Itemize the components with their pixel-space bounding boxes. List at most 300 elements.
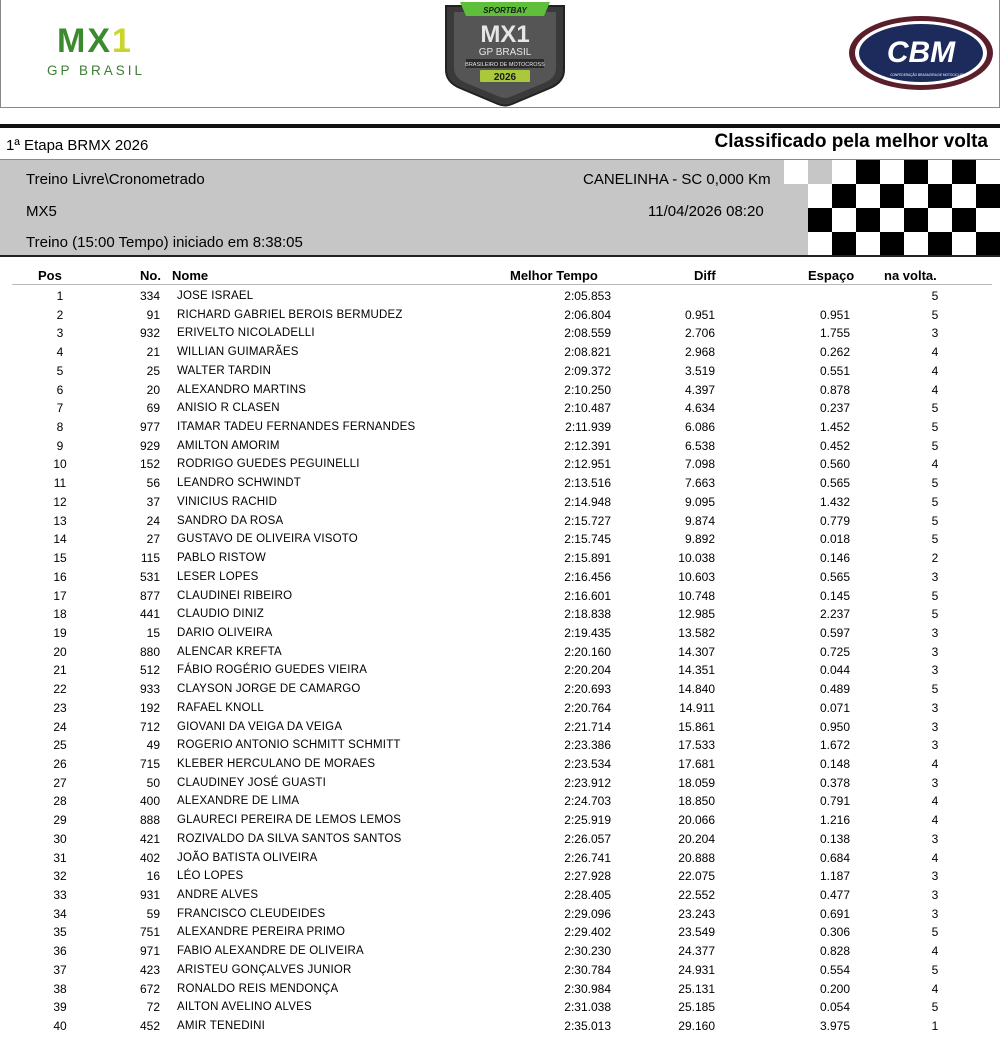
cell-espaco: 0.145 bbox=[819, 588, 850, 603]
cell-volta: 5 bbox=[931, 607, 939, 622]
cell-espaco: 0.725 bbox=[819, 644, 850, 659]
cell-nome: ITAMAR TADEU FERNANDES FERNANDES bbox=[177, 421, 416, 434]
cell-tempo: 2:20.160 bbox=[564, 644, 611, 659]
cell-espaco: 0.565 bbox=[819, 569, 850, 584]
table-row bbox=[0, 1000, 1000, 1019]
session-info-band bbox=[0, 159, 1000, 257]
cell-volta: 3 bbox=[931, 906, 939, 921]
table-row bbox=[0, 476, 1000, 495]
cell-espaco: 1.672 bbox=[819, 738, 850, 753]
cell-nome: PABLO RISTOW bbox=[177, 552, 266, 565]
cell-pos: 3 bbox=[56, 326, 64, 341]
cell-pos: 21 bbox=[53, 663, 67, 678]
cell-diff: 10.748 bbox=[678, 588, 715, 603]
cell-no: 15 bbox=[146, 625, 160, 640]
table-row bbox=[0, 326, 1000, 345]
cell-nome: ROGERIO ANTONIO SCHMITT SCHMITT bbox=[177, 739, 401, 752]
cell-no: 672 bbox=[139, 981, 160, 996]
session-datetime: 11/04/2026 08:20 bbox=[648, 203, 764, 220]
cell-no: 400 bbox=[139, 794, 160, 809]
cell-volta: 5 bbox=[931, 307, 939, 322]
cell-no: 452 bbox=[139, 1019, 160, 1034]
mx1-gp-brasil-logo bbox=[45, 24, 185, 84]
cell-no: 880 bbox=[139, 644, 160, 659]
cell-tempo: 2:10.487 bbox=[564, 401, 611, 416]
cell-volta: 3 bbox=[931, 700, 939, 715]
cell-volta: 3 bbox=[931, 831, 939, 846]
cell-pos: 11 bbox=[53, 476, 67, 491]
cell-nome: ERIVELTO NICOLADELLI bbox=[177, 327, 315, 340]
cell-diff: 24.931 bbox=[678, 962, 715, 977]
event-stage-title: 1ª Etapa BRMX 2026 bbox=[6, 137, 149, 154]
header-underline bbox=[12, 284, 992, 285]
cell-tempo: 2:26.741 bbox=[564, 850, 611, 865]
cell-volta: 5 bbox=[931, 925, 939, 940]
cell-no: 21 bbox=[146, 345, 160, 360]
cell-nome: ARISTEU GONÇALVES JUNIOR bbox=[177, 963, 352, 976]
cell-no: 37 bbox=[146, 494, 160, 509]
cell-tempo: 2:13.516 bbox=[564, 476, 611, 491]
cell-tempo: 2:23.912 bbox=[564, 775, 611, 790]
cell-tempo: 2:30.984 bbox=[564, 981, 611, 996]
cell-espaco: 1.187 bbox=[819, 869, 850, 884]
cell-diff: 7.098 bbox=[684, 457, 715, 472]
cell-tempo: 2:20.764 bbox=[564, 700, 611, 715]
cell-volta: 4 bbox=[931, 363, 939, 378]
cell-diff: 9.874 bbox=[684, 513, 715, 528]
cell-pos: 37 bbox=[53, 962, 67, 977]
cell-no: 933 bbox=[139, 682, 160, 697]
cell-nome: RAFAEL KNOLL bbox=[177, 701, 264, 714]
cell-nome: VINICIUS RACHID bbox=[177, 495, 278, 508]
cell-no: 50 bbox=[146, 775, 160, 790]
cell-volta: 5 bbox=[931, 588, 939, 603]
cell-tempo: 2:16.601 bbox=[564, 588, 611, 603]
cell-diff: 4.634 bbox=[684, 401, 715, 416]
cell-nome: JOSE ISRAEL bbox=[177, 290, 254, 302]
classification-title: Classificado pela melhor volta bbox=[714, 131, 988, 152]
cell-espaco: 0.452 bbox=[819, 438, 850, 453]
table-row bbox=[0, 738, 1000, 757]
table-row bbox=[0, 776, 1000, 795]
cell-volta: 4 bbox=[931, 757, 939, 771]
cell-volta: 1 bbox=[931, 1019, 939, 1034]
cell-volta: 5 bbox=[931, 476, 939, 491]
cell-volta: 3 bbox=[931, 663, 939, 678]
cell-volta: 3 bbox=[931, 625, 939, 640]
cell-no: 531 bbox=[139, 569, 160, 584]
cbm-logo-subtitle: CONFEDERAÇÃO BRASILEIRA DE MOTOCICLISMO bbox=[890, 73, 968, 77]
table-row bbox=[0, 383, 1000, 402]
cell-tempo: 2:12.951 bbox=[564, 457, 611, 472]
cell-diff: 13.582 bbox=[678, 625, 715, 640]
cell-pos: 19 bbox=[53, 625, 67, 640]
table-row bbox=[0, 645, 1000, 664]
cell-diff: 14.307 bbox=[678, 644, 715, 659]
cell-diff: 4.397 bbox=[684, 382, 715, 397]
cell-nome: GIOVANI DA VEIGA DA VEIGA bbox=[177, 720, 343, 733]
cell-no: 334 bbox=[139, 289, 160, 303]
cell-no: 27 bbox=[146, 532, 160, 547]
cell-diff: 17.533 bbox=[678, 738, 715, 753]
cell-espaco: 0.560 bbox=[819, 457, 850, 472]
cell-diff: 18.850 bbox=[678, 794, 715, 809]
cell-espaco: 0.597 bbox=[819, 625, 850, 640]
cell-nome: WILLIAN GUIMARÃES bbox=[177, 346, 299, 359]
mx1-championship-badge bbox=[440, 0, 570, 108]
cell-volta: 4 bbox=[931, 457, 939, 472]
cell-volta: 3 bbox=[931, 775, 939, 790]
cell-tempo: 2:24.703 bbox=[564, 794, 611, 809]
cell-pos: 23 bbox=[53, 700, 67, 715]
cell-pos: 16 bbox=[53, 569, 67, 584]
cell-pos: 10 bbox=[53, 457, 67, 472]
cell-nome: GLAURECI PEREIRA DE LEMOS LEMOS bbox=[177, 814, 402, 827]
cell-pos: 32 bbox=[53, 869, 67, 884]
cell-tempo: 2:20.204 bbox=[564, 663, 611, 678]
cell-espaco: 3.975 bbox=[819, 1019, 850, 1034]
cell-nome: FÁBIO ROGÉRIO GUEDES VIEIRA bbox=[177, 664, 368, 677]
cell-pos: 33 bbox=[53, 888, 67, 903]
col-header-pos: Pos bbox=[38, 268, 62, 283]
cell-nome: CLAUDIO DINIZ bbox=[177, 608, 264, 621]
cell-espaco: 0.071 bbox=[819, 700, 850, 715]
cell-tempo: 2:08.559 bbox=[564, 326, 611, 341]
cell-tempo: 2:06.804 bbox=[564, 307, 611, 322]
cell-tempo: 2:35.013 bbox=[564, 1019, 611, 1034]
cell-tempo: 2:20.693 bbox=[564, 682, 611, 697]
table-row bbox=[0, 832, 1000, 851]
cbm-logo bbox=[847, 14, 995, 92]
table-row bbox=[0, 364, 1000, 383]
cell-pos: 14 bbox=[53, 532, 67, 547]
cell-nome: ALEXANDRE DE LIMA bbox=[177, 795, 300, 808]
cell-no: 72 bbox=[146, 1000, 160, 1015]
cell-espaco: 0.691 bbox=[819, 906, 850, 921]
cell-tempo: 2:27.928 bbox=[564, 869, 611, 884]
cell-nome: ALENCAR KREFTA bbox=[177, 645, 282, 658]
cell-nome: CLAUDINEI RIBEIRO bbox=[177, 589, 293, 602]
table-row bbox=[0, 439, 1000, 458]
cell-nome: GUSTAVO DE OLIVEIRA VISOTO bbox=[177, 533, 358, 546]
cell-espaco: 0.378 bbox=[819, 775, 850, 790]
cell-diff: 18.059 bbox=[678, 775, 715, 790]
cell-volta: 3 bbox=[931, 644, 939, 659]
cell-diff: 25.131 bbox=[678, 981, 715, 996]
checkered-flag-icon bbox=[784, 160, 1000, 255]
cell-nome: LÉO LOPES bbox=[177, 870, 244, 883]
cell-pos: 1 bbox=[56, 289, 64, 303]
cell-espaco: 0.951 bbox=[819, 307, 850, 322]
cell-pos: 34 bbox=[53, 906, 67, 921]
cell-volta: 5 bbox=[931, 420, 939, 435]
cell-tempo: 2:16.456 bbox=[564, 569, 611, 584]
cell-nome: LEANDRO SCHWINDT bbox=[177, 477, 301, 490]
cell-nome: CLAYSON JORGE DE CAMARGO bbox=[177, 683, 361, 696]
cell-pos: 2 bbox=[56, 307, 64, 322]
table-row bbox=[0, 888, 1000, 907]
table-row bbox=[0, 907, 1000, 926]
cell-pos: 25 bbox=[53, 738, 67, 753]
cell-diff: 14.911 bbox=[679, 700, 715, 715]
cell-tempo: 2:30.230 bbox=[564, 944, 611, 959]
cell-tempo: 2:12.391 bbox=[564, 438, 611, 453]
cell-espaco: 0.828 bbox=[819, 944, 850, 959]
cell-nome: ALEXANDRO MARTINS bbox=[177, 383, 307, 396]
cell-nome: FRANCISCO CLEUDEIDES bbox=[177, 907, 326, 920]
cell-nome: RONALDO REIS MENDONÇA bbox=[177, 982, 339, 995]
cell-pos: 38 bbox=[53, 981, 67, 996]
cell-volta: 5 bbox=[931, 289, 939, 303]
cell-pos: 30 bbox=[53, 831, 67, 846]
session-venue: CANELINHA - SC 0,000 Km bbox=[583, 171, 771, 188]
cell-tempo: 2:23.386 bbox=[564, 738, 611, 753]
table-row bbox=[0, 345, 1000, 364]
cell-pos: 20 bbox=[53, 644, 67, 659]
cell-diff: 14.840 bbox=[678, 682, 715, 697]
cell-pos: 36 bbox=[53, 944, 67, 959]
cell-espaco: 0.565 bbox=[819, 476, 850, 491]
table-row bbox=[0, 514, 1000, 533]
session-start: Treino (15:00 Tempo) iniciado em 8:38:05 bbox=[26, 234, 303, 251]
cell-no: 69 bbox=[146, 401, 160, 416]
table-row bbox=[0, 420, 1000, 439]
mx1-logo-mark: MX bbox=[57, 22, 112, 60]
cell-volta: 4 bbox=[931, 981, 939, 996]
cell-volta: 5 bbox=[931, 1000, 939, 1015]
table-row bbox=[0, 457, 1000, 476]
cell-pos: 8 bbox=[56, 420, 64, 435]
cell-diff: 0.951 bbox=[684, 307, 715, 322]
cell-espaco: 1.452 bbox=[819, 420, 850, 435]
cell-no: 25 bbox=[146, 363, 160, 378]
cell-volta: 3 bbox=[931, 569, 939, 584]
table-row bbox=[0, 607, 1000, 626]
cell-tempo: 2:21.714 bbox=[564, 719, 611, 734]
table-row bbox=[0, 982, 1000, 1001]
table-row bbox=[0, 551, 1000, 570]
cell-pos: 9 bbox=[56, 438, 64, 453]
cell-espaco: 1.216 bbox=[819, 813, 850, 828]
cell-espaco: 0.054 bbox=[819, 1000, 850, 1015]
cell-pos: 5 bbox=[56, 363, 64, 378]
table-row bbox=[0, 663, 1000, 682]
cell-no: 152 bbox=[139, 457, 160, 472]
cell-no: 16 bbox=[146, 869, 160, 884]
cell-tempo: 2:15.891 bbox=[564, 551, 611, 566]
col-header-nome: Nome bbox=[172, 268, 209, 283]
cell-diff: 3.519 bbox=[684, 363, 715, 378]
cell-espaco: 0.146 bbox=[819, 551, 850, 566]
cell-volta: 3 bbox=[931, 888, 939, 903]
cell-tempo: 2:15.745 bbox=[564, 532, 611, 547]
cell-diff: 22.552 bbox=[678, 888, 715, 903]
cell-diff: 10.603 bbox=[678, 569, 715, 584]
cell-volta: 5 bbox=[931, 532, 939, 547]
cell-nome: SANDRO DA ROSA bbox=[177, 514, 284, 527]
cell-volta: 2 bbox=[931, 551, 939, 566]
cell-no: 56 bbox=[146, 476, 160, 491]
cell-volta: 3 bbox=[931, 738, 939, 753]
cell-volta: 5 bbox=[931, 494, 939, 509]
cell-volta: 3 bbox=[931, 326, 939, 341]
session-type: Treino Livre\Cronometrado bbox=[26, 171, 205, 188]
cell-espaco: 2.237 bbox=[819, 607, 850, 622]
cell-diff: 2.968 bbox=[684, 345, 715, 360]
table-row bbox=[0, 308, 1000, 327]
col-header-diff: Diff bbox=[694, 268, 716, 283]
cell-nome: AMILTON AMORIM bbox=[177, 439, 280, 452]
cell-espaco: 0.779 bbox=[819, 513, 850, 528]
cell-no: 977 bbox=[139, 420, 160, 435]
cell-nome: JOÃO BATISTA OLIVEIRA bbox=[177, 851, 318, 864]
cell-pos: 35 bbox=[53, 925, 67, 940]
cell-espaco: 1.432 bbox=[819, 494, 850, 509]
cell-nome: FABIO ALEXANDRE DE OLIVEIRA bbox=[177, 945, 364, 958]
cell-tempo: 2:19.435 bbox=[564, 625, 611, 640]
table-row bbox=[0, 757, 1000, 776]
cell-no: 59 bbox=[146, 906, 160, 921]
cell-no: 929 bbox=[139, 438, 160, 453]
cell-pos: 26 bbox=[53, 757, 67, 771]
cell-espaco: 0.148 bbox=[819, 757, 850, 771]
cell-diff: 14.351 bbox=[678, 663, 715, 678]
table-row bbox=[0, 963, 1000, 982]
table-row bbox=[0, 720, 1000, 739]
cell-pos: 40 bbox=[53, 1019, 67, 1034]
badge-sub1: GP BRASIL bbox=[478, 47, 532, 58]
cell-diff: 10.038 bbox=[678, 551, 715, 566]
table-row bbox=[0, 289, 1000, 308]
cell-volta: 4 bbox=[931, 944, 939, 959]
cbm-logo-text: CBM bbox=[886, 36, 956, 69]
badge-year: 2026 bbox=[493, 72, 517, 83]
cell-nome: WALTER TARDIN bbox=[177, 364, 272, 377]
table-row bbox=[0, 401, 1000, 420]
cell-volta: 4 bbox=[931, 813, 939, 828]
cell-espaco: 0.489 bbox=[819, 682, 850, 697]
table-row bbox=[0, 589, 1000, 608]
cell-diff: 6.086 bbox=[684, 420, 715, 435]
cell-diff: 20.888 bbox=[678, 850, 715, 865]
cell-tempo: 2:26.057 bbox=[564, 831, 611, 846]
cell-espaco: 0.306 bbox=[819, 925, 850, 940]
cell-diff: 25.185 bbox=[678, 1000, 715, 1015]
cell-no: 712 bbox=[139, 719, 160, 734]
cell-no: 932 bbox=[139, 326, 160, 341]
cell-diff: 23.549 bbox=[678, 925, 715, 940]
cell-nome: DARIO OLIVEIRA bbox=[177, 626, 273, 639]
table-row bbox=[0, 701, 1000, 720]
cell-nome: LESER LOPES bbox=[177, 570, 259, 583]
cell-tempo: 2:30.784 bbox=[564, 962, 611, 977]
cell-volta: 3 bbox=[931, 869, 939, 884]
col-header-espaco: Espaço bbox=[808, 268, 855, 283]
cell-no: 423 bbox=[139, 962, 160, 977]
cell-nome: ANISIO R CLASEN bbox=[177, 402, 280, 415]
cell-no: 402 bbox=[139, 850, 160, 865]
cell-no: 20 bbox=[146, 382, 160, 397]
badge-sub2: BRASILEIRO DE MOTOCROSS bbox=[465, 62, 545, 68]
cell-tempo: 2:18.838 bbox=[564, 607, 611, 622]
cell-diff: 20.066 bbox=[678, 813, 715, 828]
cell-volta: 5 bbox=[931, 438, 939, 453]
cell-volta: 5 bbox=[931, 682, 939, 697]
cell-no: 115 bbox=[140, 551, 160, 566]
cell-diff: 22.075 bbox=[678, 869, 715, 884]
cell-diff: 20.204 bbox=[678, 831, 715, 846]
cell-no: 512 bbox=[139, 663, 160, 678]
table-row bbox=[0, 925, 1000, 944]
cell-pos: 22 bbox=[53, 682, 67, 697]
cell-no: 751 bbox=[139, 925, 160, 940]
cell-espaco: 0.551 bbox=[819, 363, 850, 378]
cell-volta: 3 bbox=[931, 719, 939, 734]
cell-volta: 4 bbox=[931, 382, 939, 397]
table-row bbox=[0, 869, 1000, 888]
cell-espaco: 0.262 bbox=[819, 345, 850, 360]
cell-nome: CLAUDINEY JOSÉ GUASTI bbox=[177, 776, 327, 789]
cell-pos: 7 bbox=[56, 401, 64, 416]
badge-top-text: SPORTBAY bbox=[483, 6, 527, 15]
cell-pos: 4 bbox=[56, 345, 64, 360]
cell-pos: 29 bbox=[53, 813, 67, 828]
cell-no: 192 bbox=[139, 700, 160, 715]
cell-nome: AILTON AVELINO ALVES bbox=[177, 1001, 312, 1014]
table-row bbox=[0, 682, 1000, 701]
cell-diff: 12.985 bbox=[678, 607, 715, 622]
table-row bbox=[0, 944, 1000, 963]
cell-espaco: 0.477 bbox=[819, 888, 850, 903]
cell-nome: ANDRE ALVES bbox=[177, 889, 259, 902]
cell-pos: 24 bbox=[53, 719, 67, 734]
cell-pos: 27 bbox=[53, 775, 67, 790]
cell-diff: 6.538 bbox=[684, 438, 715, 453]
cell-volta: 4 bbox=[931, 850, 939, 865]
cell-tempo: 2:15.727 bbox=[564, 513, 611, 528]
cell-tempo: 2:10.250 bbox=[564, 382, 611, 397]
cell-pos: 18 bbox=[53, 607, 67, 622]
cell-no: 877 bbox=[139, 588, 160, 603]
table-row bbox=[0, 851, 1000, 870]
cell-tempo: 2:23.534 bbox=[564, 757, 611, 771]
cell-no: 931 bbox=[139, 888, 160, 903]
cell-volta: 4 bbox=[931, 345, 939, 360]
cell-diff: 15.861 bbox=[678, 719, 715, 734]
cell-no: 888 bbox=[139, 813, 160, 828]
cell-no: 49 bbox=[146, 738, 160, 753]
mx1-logo-one: 1 bbox=[112, 22, 133, 60]
cell-espaco: 1.755 bbox=[819, 326, 850, 341]
table-row bbox=[0, 794, 1000, 813]
cell-nome: RICHARD GABRIEL BEROIS BERMUDEZ bbox=[177, 308, 403, 321]
cell-tempo: 2:08.821 bbox=[564, 345, 611, 360]
cell-no: 24 bbox=[146, 513, 160, 528]
cell-diff: 9.095 bbox=[684, 494, 715, 509]
cell-pos: 6 bbox=[56, 382, 64, 397]
cell-diff: 7.663 bbox=[684, 476, 715, 491]
cell-espaco: 0.237 bbox=[819, 401, 850, 416]
cell-espaco: 0.791 bbox=[819, 794, 850, 809]
page-header bbox=[0, 0, 1000, 108]
cell-tempo: 2:14.948 bbox=[564, 494, 611, 509]
cell-tempo: 2:29.096 bbox=[564, 906, 611, 921]
cell-volta: 5 bbox=[931, 962, 939, 977]
cell-tempo: 2:25.919 bbox=[564, 813, 611, 828]
cell-espaco: 0.684 bbox=[819, 850, 850, 865]
cell-pos: 13 bbox=[53, 513, 67, 528]
cell-pos: 17 bbox=[53, 588, 67, 603]
